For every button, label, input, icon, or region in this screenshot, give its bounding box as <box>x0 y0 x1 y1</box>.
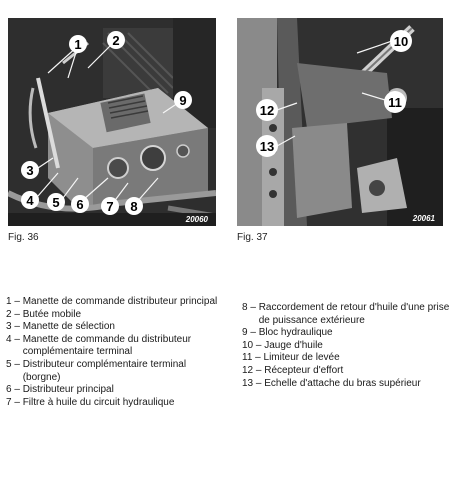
svg-text:8: 8 <box>130 199 138 214</box>
legend-item <box>6 334 218 359</box>
legend-item-number: 7 – <box>6 396 23 408</box>
legend-item-text: Manette de sélection <box>22 321 115 333</box>
figure-36-image <box>8 18 216 226</box>
svg-text:6: 6 <box>76 197 84 212</box>
callout-13 <box>256 135 278 157</box>
svg-text:7: 7 <box>106 199 114 214</box>
legend-item-text: Distributeur complémentaire terminal (borgne) <box>22 358 187 383</box>
legend-item-number: 10 – <box>242 339 265 351</box>
legend-item-number: 1 – <box>6 296 23 307</box>
legend-item-text: Bloc hydraulique <box>258 327 333 339</box>
legend-item-text: Récepteur d'effort <box>264 364 344 376</box>
callout-1 <box>69 35 87 53</box>
callout-11 <box>384 91 406 113</box>
legend-item-text: Manette de commande du distributeur complémentaire terminal <box>22 333 192 358</box>
svg-text:3: 3 <box>26 163 34 178</box>
svg-text:12: 12 <box>259 103 275 118</box>
svg-text:9: 9 <box>179 93 187 108</box>
callout-6 <box>71 195 89 213</box>
legend-item-number: 5 – <box>6 358 23 370</box>
legend-item-text: Filtre à huile du circuit hydraulique <box>22 396 175 408</box>
callout-4 <box>21 191 39 209</box>
callout-2 <box>107 31 125 49</box>
callout-7 <box>101 197 119 215</box>
legend-item-text: Jauge d'huile <box>264 339 323 351</box>
callout-8 <box>125 197 143 215</box>
legend-item <box>242 352 457 365</box>
legend-item-number: 13 – <box>242 377 265 389</box>
figure-37-code: 20061 <box>412 214 435 223</box>
legend-item <box>6 321 218 334</box>
legend-item <box>6 397 218 410</box>
legend-item-number: 11 – <box>242 352 264 364</box>
legend-item <box>6 359 218 384</box>
svg-text:13: 13 <box>259 139 275 154</box>
legend-item-number: 6 – <box>6 384 23 396</box>
legend-item <box>6 309 218 322</box>
legend-item-text: Butée mobile <box>22 308 82 320</box>
legend-item <box>242 327 457 340</box>
svg-text:2: 2 <box>112 33 120 48</box>
figure-37-caption: Fig. 37 <box>237 232 268 243</box>
figure-36-code: 20060 <box>185 215 208 224</box>
legend-item-number: 8 – <box>242 302 259 313</box>
legend-item-text: Manette de commande distributeur principal <box>22 296 218 307</box>
callout-10 <box>390 30 412 52</box>
svg-text:5: 5 <box>52 195 60 210</box>
legend-item-number: 12 – <box>242 364 265 376</box>
legend-item-text: Echelle d'attache du bras supérieur <box>264 377 421 389</box>
legend-left-column <box>6 296 218 409</box>
legend-item-number: 2 – <box>6 308 23 320</box>
svg-text:10: 10 <box>393 34 409 49</box>
callout-9 <box>174 91 192 109</box>
svg-text:4: 4 <box>26 193 34 208</box>
figure-37-image <box>237 18 443 226</box>
callout-3 <box>21 161 39 179</box>
legend-item <box>242 378 457 391</box>
figure-36-photo <box>8 18 216 226</box>
legend-item-text: Raccordement de retour d'huile d'une prise de puissance extérieure <box>258 302 450 326</box>
legend-right-column <box>242 302 457 390</box>
figure-36-caption: Fig. 36 <box>8 232 39 243</box>
svg-text:1: 1 <box>74 37 82 52</box>
svg-text:11: 11 <box>388 95 402 110</box>
legend-item <box>242 365 457 378</box>
legend-item <box>6 384 218 397</box>
legend-item-number: 4 – <box>6 333 23 345</box>
legend-item <box>6 296 218 309</box>
callout-5 <box>47 193 65 211</box>
legend-item-number: 3 – <box>6 321 23 333</box>
legend-item <box>242 340 457 353</box>
callout-12 <box>256 99 278 121</box>
legend-item-text: Limiteur de levée <box>263 352 340 364</box>
figure-37-photo <box>237 18 443 226</box>
legend-item-number: 9 – <box>242 327 259 339</box>
legend-item-text: Distributeur principal <box>22 384 114 396</box>
legend-item <box>242 302 457 327</box>
